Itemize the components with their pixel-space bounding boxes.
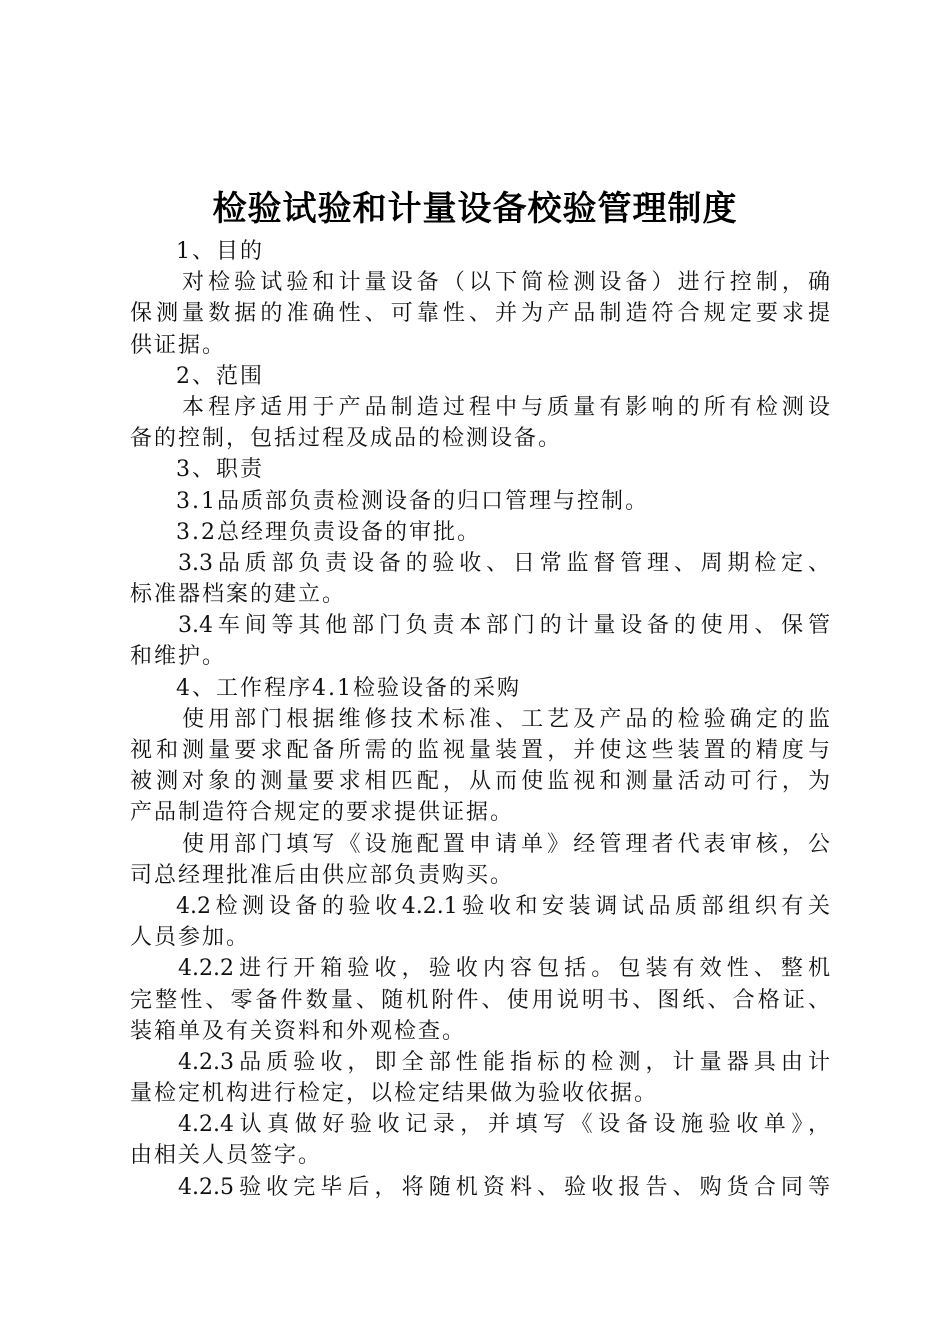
paragraph-line: 人员参加。: [130, 925, 251, 951]
clause-3-2: 3.2总经理负责设备的审批。: [176, 519, 481, 545]
paragraph-line: 被测对象的测量要求相匹配，从而使监视和测量活动可行，为: [130, 769, 830, 795]
paragraph-line: 视和测量要求配备所需的监视量装置，并使这些装置的精度与: [130, 738, 830, 763]
paragraph-line: 使用部门填写《设施配置申请单》经管理者代表审核，公: [182, 831, 830, 857]
paragraph-line: 产品制造符合规定的要求提供证据。: [130, 800, 515, 826]
paragraph-line: 对检验试验和计量设备（以下简检测设备）进行控制，确: [182, 270, 830, 296]
document-body: [130, 236, 830, 1203]
paragraph-line: 装箱单及有关资料和外观检查。: [130, 1018, 467, 1044]
clause-3-1: 3.1品质部负责检测设备的归口管理与控制。: [176, 488, 649, 514]
section-heading-scope: 2、范围: [176, 363, 264, 389]
paragraph-line: 供证据。: [130, 332, 227, 358]
clause-4-2-4: 4.2.4认真做好验收记录，并填写《设备设施验收单》，: [178, 1112, 830, 1138]
clause-3-4: 3.4车间等其他部门负责本部门的计量设备的使用、保管: [178, 613, 830, 639]
clause-4-2-2: 4.2.2进行开箱验收，验收内容包括。包装有效性、整机: [178, 956, 830, 982]
document-title: 检验试验和计量设备校验管理制度: [212, 189, 738, 229]
paragraph-line: 本程序适用于产品制造过程中与质量有影响的所有检测设: [182, 394, 830, 420]
paragraph-line: 保测量数据的准确性、可靠性、并为产品制造符合规定要求提: [130, 301, 830, 327]
paragraph-line: 和维护。: [130, 644, 227, 670]
section-heading-purpose: 1、目的: [176, 239, 264, 264]
clause-4-2: 4.2检测设备的验收4.2.1验收和安装调试品质部组织有关: [176, 893, 830, 919]
paragraph-line: 备的控制，包括过程及成品的检测设备。: [130, 426, 563, 452]
section-heading-procedure: 4、工作程序4.1检验设备的采购: [176, 675, 521, 701]
clause-3-3: 3.3品质部负责设备的验收、日常监督管理、周期检定、: [178, 550, 830, 576]
section-heading-responsibilities: 3、职责: [176, 457, 264, 483]
paragraph-line: 量检定机构进行检定，以检定结果做为验收依据。: [130, 1081, 659, 1107]
paragraph-line: 标准器档案的建立。: [130, 582, 347, 608]
paragraph-line: 司总经理批准后由供应部负责购买。: [130, 862, 515, 888]
paragraph-line: 完整性、零备件数量、随机附件、使用说明书、图纸、合格证、: [130, 987, 830, 1013]
paragraph-line: 使用部门根据维修技术标准、工艺及产品的检验确定的监: [182, 706, 830, 732]
clause-4-2-3: 4.2.3品质验收，即全部性能指标的检测，计量器具由计: [178, 1049, 830, 1075]
clause-4-2-5: 4.2.5验收完毕后，将随机资料、验收报告、购货合同等: [178, 1174, 830, 1200]
paragraph-line: 由相关人员签字。: [130, 1143, 323, 1169]
